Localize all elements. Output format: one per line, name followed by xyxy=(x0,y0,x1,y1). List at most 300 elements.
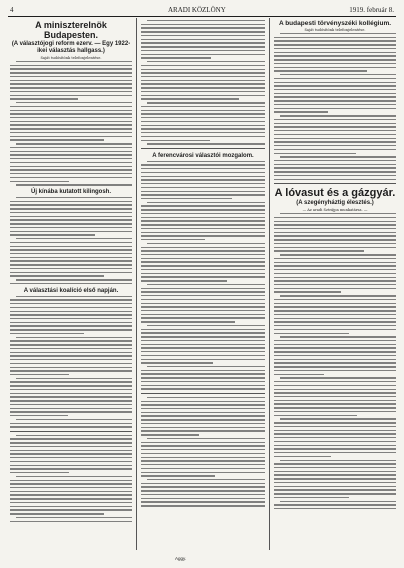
text-line xyxy=(274,288,396,289)
text-line xyxy=(10,154,132,155)
text-line xyxy=(10,72,132,73)
text-line xyxy=(274,400,396,401)
text-line xyxy=(274,175,396,176)
text-line xyxy=(147,479,265,480)
text-line xyxy=(10,442,132,443)
text-line xyxy=(10,521,132,522)
column-rule-2 xyxy=(269,18,270,550)
text-line xyxy=(16,378,132,379)
text-line xyxy=(10,329,132,330)
text-line xyxy=(274,164,396,165)
text-line xyxy=(141,472,265,473)
text-line xyxy=(10,374,69,375)
text-line xyxy=(274,55,396,56)
text-line xyxy=(274,474,396,475)
text-line xyxy=(141,76,265,77)
text-line xyxy=(141,457,265,458)
text-line xyxy=(141,172,265,173)
text-line xyxy=(141,419,265,420)
right-column xyxy=(274,20,396,550)
text-line xyxy=(141,362,213,363)
text-line xyxy=(10,367,132,368)
text-line xyxy=(141,401,265,402)
text-line xyxy=(141,69,265,70)
text-line xyxy=(10,121,132,122)
text-line xyxy=(141,80,265,81)
text-line xyxy=(274,489,396,490)
text-line xyxy=(10,264,132,265)
text-line xyxy=(141,121,265,122)
text-line xyxy=(10,275,104,276)
text-line xyxy=(141,280,227,281)
text-line xyxy=(274,430,396,431)
newspaper-title: ARADI KÖZLÖNY xyxy=(168,6,226,14)
text-line xyxy=(16,435,132,436)
text-line xyxy=(10,411,132,412)
text-line xyxy=(10,333,84,334)
text-line xyxy=(10,307,132,308)
masthead-rule xyxy=(8,16,396,17)
text-line xyxy=(141,445,265,446)
text-line xyxy=(274,497,349,498)
text-line xyxy=(141,329,265,330)
text-line xyxy=(10,472,69,473)
right-byline: Saját tudósítónk telefonjelentése. xyxy=(304,28,366,32)
text-line xyxy=(141,434,199,435)
text-line xyxy=(141,46,265,47)
text-line xyxy=(274,433,396,434)
text-line xyxy=(274,366,396,367)
text-line xyxy=(141,235,265,236)
text-line xyxy=(141,54,265,55)
text-line xyxy=(10,204,132,205)
text-line xyxy=(274,284,396,285)
text-line xyxy=(10,223,132,224)
text-line xyxy=(274,310,396,311)
text-line xyxy=(274,504,396,505)
text-line xyxy=(10,450,132,451)
text-line xyxy=(147,161,265,162)
right-article-body-2 xyxy=(274,213,396,509)
text-line xyxy=(10,480,132,481)
right-divider xyxy=(274,183,396,184)
text-line xyxy=(10,98,78,99)
text-line xyxy=(141,72,265,73)
text-line xyxy=(10,322,132,323)
text-line xyxy=(141,42,265,43)
text-line xyxy=(10,212,132,213)
text-line xyxy=(10,404,132,405)
text-line xyxy=(280,33,396,34)
text-line xyxy=(274,250,364,251)
text-line xyxy=(274,59,396,60)
text-line xyxy=(274,280,396,281)
text-line xyxy=(141,95,265,96)
text-line xyxy=(10,352,132,353)
text-line xyxy=(141,113,265,114)
text-line xyxy=(141,373,265,374)
text-line xyxy=(10,110,132,111)
text-line xyxy=(10,80,132,81)
text-line xyxy=(10,260,132,261)
text-line xyxy=(274,119,396,120)
text-line xyxy=(141,501,265,502)
text-line xyxy=(274,82,396,83)
text-line xyxy=(141,377,265,378)
text-line xyxy=(274,463,396,464)
text-line xyxy=(141,408,265,409)
text-line xyxy=(10,363,132,364)
text-line xyxy=(141,347,265,348)
text-line xyxy=(10,359,132,360)
text-line xyxy=(141,381,265,382)
text-line xyxy=(147,20,265,21)
text-line xyxy=(147,61,265,62)
text-line xyxy=(274,441,396,442)
text-line xyxy=(10,158,132,159)
text-line xyxy=(141,27,265,28)
text-line xyxy=(10,465,132,466)
text-line xyxy=(141,98,239,99)
text-line xyxy=(280,213,396,214)
text-line xyxy=(10,494,132,495)
text-line xyxy=(274,291,341,292)
text-line xyxy=(141,191,265,192)
text-line xyxy=(10,227,132,228)
text-line xyxy=(280,74,396,75)
text-line xyxy=(16,238,132,239)
text-line xyxy=(274,362,396,363)
text-line xyxy=(147,325,265,326)
text-line xyxy=(274,467,396,468)
text-line xyxy=(147,143,265,144)
text-line xyxy=(141,187,265,188)
text-line xyxy=(16,184,132,185)
text-line xyxy=(274,171,396,172)
left-byline: Saját tudósítónk telefonjelentése. xyxy=(40,56,102,60)
text-line xyxy=(147,397,265,398)
text-line xyxy=(141,110,265,111)
text-line xyxy=(141,136,265,137)
text-line xyxy=(141,314,265,315)
text-line xyxy=(16,476,132,477)
text-line xyxy=(147,438,265,439)
text-line xyxy=(274,265,396,266)
text-line xyxy=(147,366,265,367)
text-line xyxy=(274,456,331,457)
text-line xyxy=(141,494,265,495)
text-line xyxy=(10,208,132,209)
text-line xyxy=(10,231,132,232)
text-line xyxy=(141,50,265,51)
text-line xyxy=(274,508,396,509)
text-line xyxy=(10,299,132,300)
text-line xyxy=(274,153,356,154)
column-rule-1 xyxy=(136,18,137,550)
text-line xyxy=(141,35,265,36)
text-line xyxy=(147,102,265,103)
text-line xyxy=(141,291,265,292)
text-line xyxy=(274,85,396,86)
text-line xyxy=(274,134,396,135)
right-section-byline: — Az aradi Sztrájpa munkatársa. — xyxy=(302,208,368,213)
text-line xyxy=(274,359,396,360)
text-line xyxy=(141,261,265,262)
text-line xyxy=(141,258,265,259)
text-line xyxy=(274,100,396,101)
text-line xyxy=(274,486,396,487)
text-line xyxy=(10,348,132,349)
text-line xyxy=(10,242,132,243)
text-line xyxy=(141,404,265,405)
text-line xyxy=(141,423,265,424)
left-section-heading: Új kínába kutatott kilingosh. xyxy=(30,188,111,195)
text-line xyxy=(141,332,265,333)
text-line xyxy=(274,145,396,146)
text-line xyxy=(280,254,396,255)
left-headline: A miniszterelnök Budapesten. xyxy=(35,20,107,40)
text-line xyxy=(10,181,69,182)
text-line xyxy=(10,415,68,416)
middle-article-body-3 xyxy=(141,397,265,507)
text-line xyxy=(274,374,324,375)
text-line xyxy=(10,83,132,84)
text-line xyxy=(274,243,396,244)
text-line xyxy=(141,310,265,311)
text-line xyxy=(274,123,396,124)
text-line xyxy=(274,89,396,90)
text-line xyxy=(141,317,265,318)
text-line xyxy=(274,351,396,352)
text-line xyxy=(141,276,265,277)
text-line xyxy=(10,370,132,371)
text-line xyxy=(141,273,265,274)
text-line xyxy=(10,303,132,304)
text-line xyxy=(141,468,265,469)
text-line xyxy=(274,130,396,131)
text-line xyxy=(10,426,132,427)
text-line xyxy=(141,460,265,461)
text-line xyxy=(141,198,232,199)
text-line xyxy=(141,427,265,428)
middle-section-heading: A ferencvárosi választói mozgalom. xyxy=(152,152,254,159)
text-line xyxy=(141,359,265,360)
text-line xyxy=(10,314,132,315)
left-section-heading-2: A választási koalíció első napján. xyxy=(23,287,119,294)
text-line xyxy=(141,91,265,92)
text-line xyxy=(10,246,132,247)
text-line xyxy=(274,221,396,222)
text-line xyxy=(10,457,132,458)
text-line xyxy=(274,224,396,225)
text-line xyxy=(10,344,132,345)
text-line xyxy=(10,65,132,66)
text-line xyxy=(274,111,328,112)
text-line xyxy=(10,162,132,163)
text-line xyxy=(274,318,396,319)
text-line xyxy=(280,115,396,116)
text-line xyxy=(10,253,132,254)
right-headline: A budapesti törvényszéki kollégium. xyxy=(278,20,392,27)
text-line xyxy=(10,389,132,390)
text-line xyxy=(274,381,396,382)
middle-divider xyxy=(141,148,265,149)
text-line xyxy=(10,272,132,273)
text-line xyxy=(274,340,396,341)
text-line xyxy=(274,93,396,94)
text-line xyxy=(10,132,132,133)
text-line xyxy=(10,438,132,439)
text-line xyxy=(141,224,265,225)
text-line xyxy=(274,355,396,356)
text-line xyxy=(16,517,132,518)
text-line xyxy=(141,498,265,499)
text-line xyxy=(274,138,396,139)
text-line xyxy=(274,52,396,53)
text-line xyxy=(274,370,396,371)
text-line xyxy=(141,205,265,206)
text-line xyxy=(141,65,265,66)
text-line xyxy=(10,257,132,258)
left-column xyxy=(10,20,132,550)
text-line xyxy=(141,351,265,352)
left-divider xyxy=(10,431,132,432)
text-line xyxy=(141,117,265,118)
text-line xyxy=(10,169,132,170)
text-line xyxy=(141,344,265,345)
text-line xyxy=(274,306,396,307)
text-line xyxy=(274,126,396,127)
text-line xyxy=(274,478,396,479)
text-line xyxy=(141,57,211,58)
text-line xyxy=(274,422,396,423)
text-line xyxy=(141,194,265,195)
text-line xyxy=(274,329,396,330)
text-line xyxy=(280,501,396,502)
text-line xyxy=(274,452,396,453)
middle-divider-2 xyxy=(141,393,265,394)
text-line xyxy=(10,166,132,167)
text-line xyxy=(274,344,396,345)
text-line xyxy=(141,449,265,450)
text-line xyxy=(10,249,132,250)
text-line xyxy=(10,423,132,424)
text-line xyxy=(10,147,132,148)
text-line xyxy=(274,179,396,180)
text-line xyxy=(274,403,396,404)
middle-column xyxy=(141,20,265,550)
text-line xyxy=(10,117,132,118)
text-line xyxy=(274,426,396,427)
text-line xyxy=(274,37,396,38)
text-line xyxy=(274,149,396,150)
text-line xyxy=(141,106,265,107)
text-line xyxy=(16,197,132,198)
text-line xyxy=(141,269,265,270)
text-line xyxy=(274,160,396,161)
text-line xyxy=(16,102,132,103)
text-line xyxy=(274,228,396,229)
text-line xyxy=(274,273,396,274)
text-line xyxy=(274,269,396,270)
text-line xyxy=(274,239,396,240)
text-line xyxy=(274,104,396,105)
text-line xyxy=(10,381,132,382)
text-line xyxy=(10,283,132,284)
left-article-body-2 xyxy=(10,197,132,284)
text-line xyxy=(10,340,132,341)
text-line xyxy=(141,132,265,133)
text-line xyxy=(141,83,265,84)
text-line xyxy=(141,247,265,248)
text-line xyxy=(274,415,357,416)
text-line xyxy=(274,445,396,446)
text-line xyxy=(141,388,265,389)
text-line xyxy=(10,87,132,88)
text-line xyxy=(141,385,265,386)
text-line xyxy=(274,482,396,483)
text-line xyxy=(10,446,132,447)
text-line xyxy=(274,493,396,494)
text-line xyxy=(16,296,132,297)
text-line xyxy=(10,113,132,114)
text-line xyxy=(280,460,396,461)
text-line xyxy=(280,156,396,157)
text-line xyxy=(10,76,132,77)
text-line xyxy=(10,177,132,178)
text-line xyxy=(280,295,396,296)
right-article-body xyxy=(274,33,396,180)
text-line xyxy=(141,24,265,25)
text-line xyxy=(141,486,265,487)
text-line xyxy=(141,213,265,214)
text-line xyxy=(10,408,132,409)
text-line xyxy=(274,314,396,315)
left-article-body-4 xyxy=(10,435,132,522)
text-line xyxy=(274,471,396,472)
text-line xyxy=(141,336,265,337)
right-section-subhead: (A szegényháztig élesztés.) xyxy=(296,200,374,207)
text-line xyxy=(10,151,132,152)
text-line xyxy=(141,239,205,240)
text-line xyxy=(141,128,265,129)
text-line xyxy=(141,179,265,180)
text-line xyxy=(141,295,265,296)
text-line xyxy=(141,217,265,218)
text-line xyxy=(147,202,265,203)
text-line xyxy=(274,411,396,412)
text-line xyxy=(274,70,367,71)
text-line xyxy=(274,321,396,322)
text-line xyxy=(274,258,396,259)
text-line xyxy=(141,299,265,300)
text-line xyxy=(141,415,265,416)
text-line xyxy=(280,418,396,419)
text-line xyxy=(141,430,265,431)
middle-article-body xyxy=(141,20,265,145)
text-line xyxy=(10,234,95,235)
text-line xyxy=(141,209,265,210)
text-line xyxy=(10,219,132,220)
footer-mark: Aggy. xyxy=(175,556,187,561)
text-line xyxy=(141,39,265,40)
text-line xyxy=(274,303,396,304)
text-line xyxy=(16,143,132,144)
text-line xyxy=(141,265,265,266)
text-line xyxy=(274,389,396,390)
text-line xyxy=(10,95,132,96)
text-line xyxy=(274,347,396,348)
